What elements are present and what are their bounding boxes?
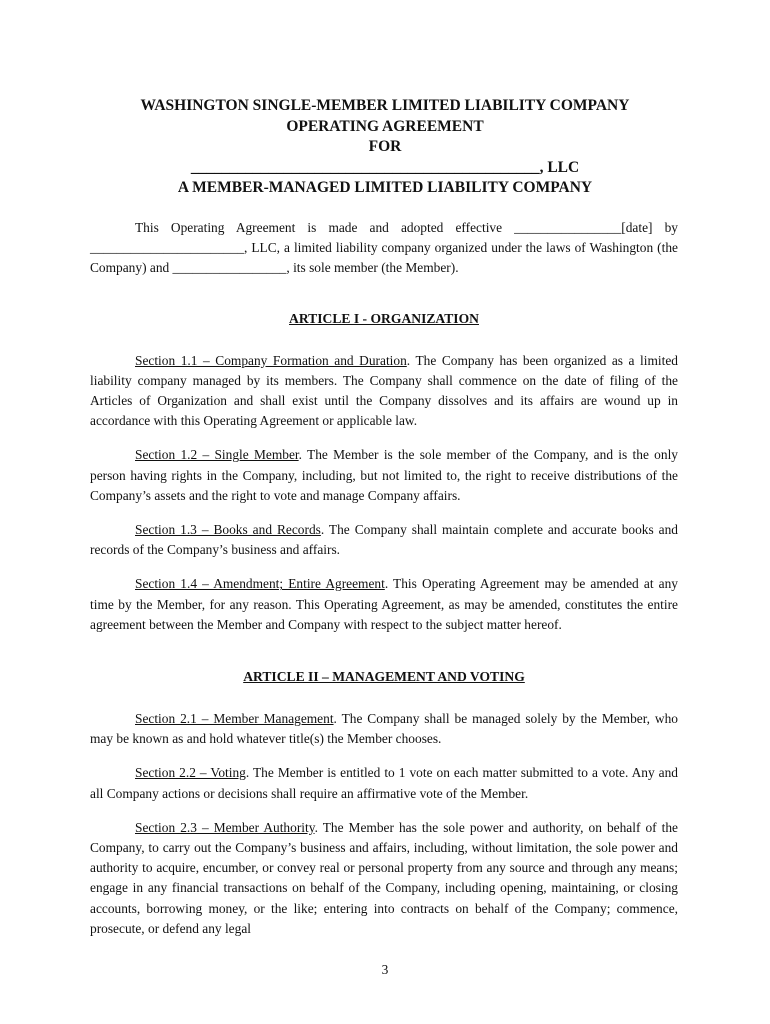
title-line-3: FOR [368,138,402,155]
section-2-2 [90,763,678,803]
section-1-1 [90,351,678,432]
document-title [90,96,680,199]
section-1-3-title: Section 1.3 – Books and Records [135,522,321,538]
section-2-1-title: Section 2.1 – Member Management [135,711,334,727]
article-1-heading: ARTICLE I - ORGANIZATION [289,310,479,326]
section-1-2-text: . The Member is the sole member of the Company, and is the only person having rights in the Company, including, but not limited to, the right to receive distributions of the Company’s assets and the right to vote and manage Company affairs. [90,447,678,503]
title-line-5: A MEMBER-MANAGED LIMITED LIABILITY COMPANY [177,179,593,196]
section-1-3 [90,520,678,560]
title-line-4: _____________________________________________, LLC [190,158,580,176]
section-1-1-text: . The Company has been organized as a limited liability company managed by its members. The Company shall commence on the date of filing of the Articles of Organization and shall exist until the Company dissolves and its affairs are wound up in accordance with this Operating Agreement or applicable law. [90,352,678,429]
title-line-2: OPERATING AGREEMENT [286,117,484,135]
section-2-2-text: . The Member is entitled to 1 vote on each matter submitted to a vote. Any and all Company actions or decisions shall require an affirmative vote of the Member. [90,765,678,801]
section-2-3-title: Section 2.3 – Member Authority [135,819,315,835]
section-1-3-text: . The Company shall maintain complete and accurate books and records of the Company’s business and affairs. [90,522,678,558]
section-2-1-text: . The Company shall be managed solely by the Member, who may be known as and hold whatever title(s) the Member chooses. [90,711,678,747]
section-2-1 [90,709,678,749]
section-2-3 [90,818,678,939]
page-number: 3 [381,962,389,977]
article-2-heading: ARTICLE II – MANAGEMENT AND VOTING [243,669,525,685]
section-1-2 [90,445,678,506]
section-2-3-text: . The Member has the sole power and authority, on behalf of the Company, to carry out the Company’s business and affairs, including, without limitation, the sole power and authority to acquire, encumber, or convey real or personal property from any source and through any means; engage in any financial transactions on behalf of the Company, including opening, maintaining, or closing accounts, borrowing money, or the like; entering into contracts on behalf of the Company; commence, prosecute, or defend any legal [90,819,678,936]
section-1-4 [90,574,678,635]
section-1-4-title: Section 1.4 – Amendment; Entire Agreement [135,576,385,592]
section-1-1-title: Section 1.1 – Company Formation and Duration [135,352,407,368]
section-2-2-title: Section 2.2 – Voting [135,765,246,781]
document-body [90,218,678,953]
section-1-4-text: . This Operating Agreement may be amended at any time by the Member, for any reason. This Operating Agreement, as may be amended, constitutes the entire agreement between the Member and Company with respect to the subject matter hereof. [90,576,678,632]
title-line-1: WASHINGTON SINGLE-MEMBER LIMITED LIABILITY COMPANY [140,97,630,114]
intro-paragraph: This Operating Agreement is made and adopted effective ________________[date] by _______________________, LLC, a limited liability company organized under the laws of Washington (the Company) and _________________, its sole member (the Member). [90,220,678,276]
section-1-2-title: Section 1.2 – Single Member [135,447,299,463]
